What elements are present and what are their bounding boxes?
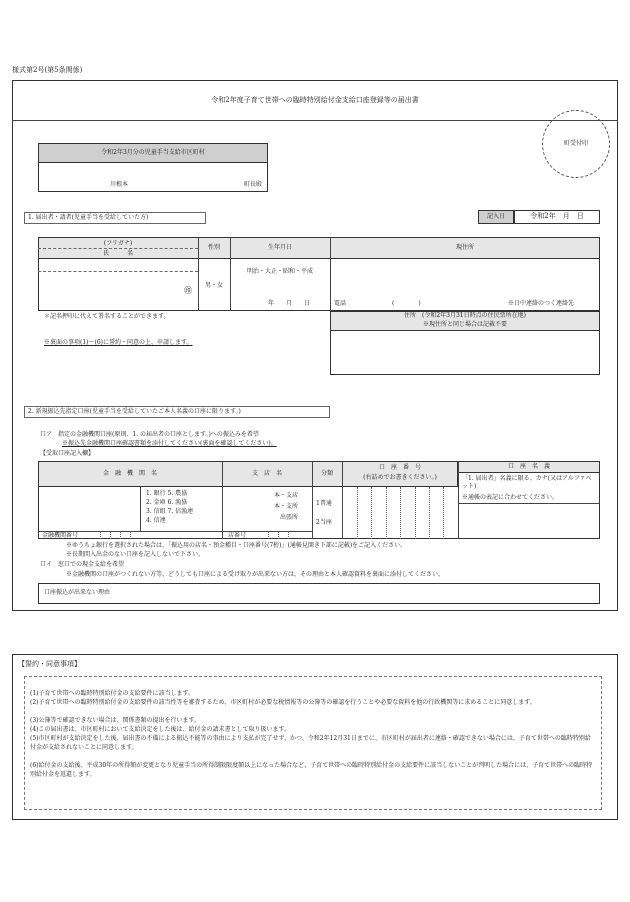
address-header: 現住所: [455, 244, 474, 251]
account-number-subheader: (右詰めでお書きください。): [363, 474, 437, 481]
era-options[interactable]: 明治・大正・昭和・平成: [246, 268, 313, 275]
seal-icon: ㊞: [184, 286, 192, 295]
option-a-checkbox[interactable]: 口ア 指定の金融機関口座(原則、1. の届出者の口座とします。)への振込みを希望: [40, 431, 259, 438]
branch-code-label: 店番号: [228, 532, 247, 539]
consent-title: 【誓約・同意事項】: [18, 660, 81, 668]
consent-item-3: (3)公簿等で確認できない場合は、関係書類の提出を行います。: [30, 717, 201, 724]
address-input[interactable]: [334, 262, 596, 292]
birth-ymd[interactable]: 年 月 日: [268, 300, 311, 307]
option-b-note: ※金融機関の口座がつくれない方等、どうしても口座による受け取りが出来ない方は、その理由と本人確認資料を裏面に添付してください。: [66, 571, 445, 578]
form-title: 令和2年度子育て世帯への臨時特別給付金支給口座登録等の届出書: [211, 96, 419, 104]
option-b-checkbox[interactable]: 口イ 窓口での現金支給を希望: [40, 561, 125, 568]
signature-note: ＊記名押印に代えて署名することができます。: [44, 313, 170, 320]
reception-stamp-label: 町受付印: [563, 140, 588, 147]
option-a-note: ※振込先金融機関口座確認書類を添付してください(裏面を確認してください)。: [62, 440, 277, 447]
addressee-suffix: 町長殿: [244, 181, 263, 188]
phone-input[interactable]: ( ): [392, 300, 421, 307]
reason-box[interactable]: [38, 583, 600, 604]
jan-address-note: ※現住所と同じ場合は記載不要: [422, 321, 507, 328]
birth-header: 生年月日: [267, 244, 292, 251]
bank-name-header: 金 融 機 関 名: [102, 470, 157, 477]
name-input[interactable]: [40, 273, 180, 307]
type-header: 分類: [320, 470, 333, 477]
holder-note-1: 「1. 届出者」名義に限る。カナ(又はアルファベット): [462, 475, 592, 490]
furigana-header: (フリガナ): [103, 240, 133, 247]
bank-code-label: 金融機関番号: [42, 532, 79, 539]
jan-address-input[interactable]: [334, 334, 596, 370]
bank-name-input[interactable]: [40, 488, 138, 528]
daytime-contact-note: ※日中連絡のつく連絡先: [508, 300, 575, 307]
addressee-header: 令和2年3月分の児童手当支給市区町村: [101, 149, 205, 156]
form-label: 様式第2号(第5条関係): [12, 66, 83, 74]
bank-type-2[interactable]: 2. 金庫 6. 漁協: [146, 499, 188, 506]
consent-item-5: (5)市区町村が支給決定をした後、届出書の不備による振込不能等の事由により支払が完了せず、かつ、令和2年12月31日までに、市区町村が届出者に連絡・確認できない場合には、子育て世帯への臨時特別給付金が支給されないことに同意します。: [30, 735, 591, 751]
holder-header: 口 座 名 義: [507, 463, 550, 470]
dormant-account-note: ※長期間入出金のない口座を記入しないで下さい。: [66, 551, 205, 558]
bank-type-1[interactable]: 1. 銀行 5. 農協: [146, 490, 188, 497]
bank-type-3[interactable]: 3. 信組 7. 信漁連: [146, 508, 194, 515]
account-number-header: 口 座 番 号: [378, 464, 421, 471]
section2-title: 2. 新規振込先指定口座(児童手当を受給していたご本人名義の口座に限ります。): [28, 408, 241, 415]
consent-item-1: (1)子育て世帯への臨時特別給付金の支給要件に該当します。: [30, 690, 195, 697]
branch-name-input[interactable]: [224, 488, 272, 526]
branch-type-2[interactable]: 本・支所: [274, 503, 299, 510]
consent-item-4: (4)この届出書は、市区町村において支給決定をした後は、給付金の請求書として取り扱います。: [30, 726, 291, 733]
branch-header: 支 店 名: [251, 470, 282, 477]
yucho-note: ※ゆうちょ銀行を選択された場合は、「振込用の店名・預金種目・口座番号(7桁)」(通帳見開き下部に記載)をご記入ください。: [66, 542, 407, 549]
consent-item-6: (6)給付金の支給後、平成30年の所得額が変更となり児童手当の所得制限限度額以上になった場合など、子育て世帯への臨時特別給付金の支給要件に該当しないことが判明した場合には、子育て世帯への臨時特別給付金を返還します。: [30, 762, 593, 778]
holder-note-2: ※通帳の表記に合わせてください。: [462, 494, 559, 501]
account-holder-input[interactable]: [460, 505, 598, 537]
gender-value[interactable]: 男・女: [204, 282, 223, 289]
name-header: 氏 名: [102, 250, 133, 257]
reason-label: 口座振込が出来ない理由: [44, 589, 111, 596]
bank-type-4[interactable]: 4. 信連: [146, 517, 166, 524]
phone-label: 電話: [334, 300, 347, 307]
receipt-header: 【受取口座記入欄】: [40, 450, 95, 457]
gender-header: 性別: [207, 244, 220, 251]
oath-note: ※裏面の事項(1)～(6)に誓約・同意の上、申請します。: [44, 339, 193, 346]
section1-title: 1. 届出者・請者(児童手当を受給していた方): [28, 214, 149, 221]
branch-type-3[interactable]: 出張所: [280, 514, 299, 521]
branch-type-1[interactable]: 本・支店: [274, 492, 299, 499]
account-type-2[interactable]: 2当座: [316, 519, 332, 526]
account-type-1[interactable]: 1普通: [316, 500, 332, 507]
entry-date-label: 記入日: [486, 213, 505, 220]
account-number-input[interactable]: [344, 488, 456, 536]
jan-address-label: 住所 (令和2年3月31日時点の住民票所在地): [404, 312, 526, 319]
entry-date-value[interactable]: 令和2年 月 日: [530, 212, 584, 220]
consent-item-2: (2)子育て世帯への臨時特別給付金の支給要件の該当性等を審査するため、市区町村が必要な税情報等の公簿等の確認を行うことや必要な資料を他の行政機関等に求めることに同意します。: [30, 699, 536, 706]
addressee-town[interactable]: 川根本: [110, 181, 129, 188]
